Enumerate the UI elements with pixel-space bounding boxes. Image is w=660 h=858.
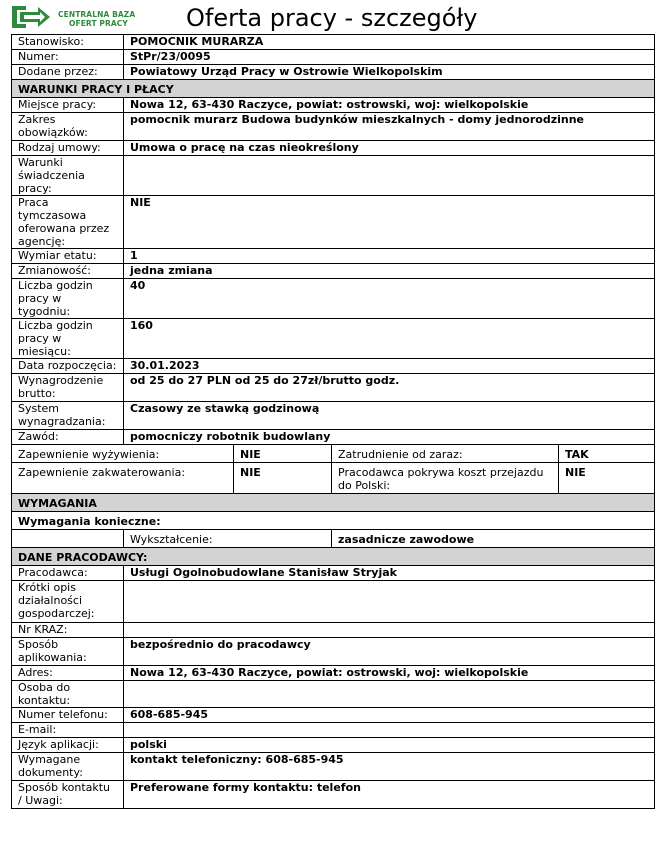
education-indent (12, 530, 124, 548)
label-number: Numer: (12, 50, 124, 65)
value-work-conditions (124, 156, 655, 196)
value-documents: kontakt telefoniczny: 608-685-945 (124, 753, 655, 781)
row-occupation (12, 430, 655, 445)
row-apply-method (12, 638, 655, 666)
row-employer (12, 566, 655, 581)
value-position: POMOCNIK MURARZA (124, 35, 655, 50)
label-work-conditions: Warunki świadczenia pracy: (12, 156, 124, 196)
row-contract-type (12, 141, 655, 156)
value-language: polski (124, 738, 655, 753)
row-address (12, 666, 655, 681)
label-position: Stanowisko: (12, 35, 124, 50)
page-header (0, 0, 660, 34)
row-shifts (12, 264, 655, 279)
label-workplace: Miejsce pracy: (12, 98, 124, 113)
label-phone: Numer telefonu: (12, 708, 124, 723)
row-pay-system (12, 402, 655, 430)
value-salary: od 25 do 27 PLN od 25 do 27zł/brutto godz. (124, 374, 655, 402)
row-salary (12, 374, 655, 402)
row-documents (12, 753, 655, 781)
row-fte (12, 249, 655, 264)
value-education: zasadnicze zawodowe (332, 530, 655, 548)
value-pay-system: Czasowy ze stawką godzinową (124, 402, 655, 430)
section-requirements-title: WYMAGANIA (12, 494, 655, 512)
label-contact-person: Osoba do kontaktu: (12, 681, 124, 708)
label-documents: Wymagane dokumenty: (12, 753, 124, 781)
label-address: Adres: (12, 666, 124, 681)
section-conditions (12, 80, 655, 98)
section-requirements (12, 494, 655, 512)
label-contact-method: Sposób kontaktu / Uwagi: (12, 781, 124, 809)
row-kraz (12, 623, 655, 638)
label-start-date: Data rozpoczęcia: (12, 359, 124, 374)
value-weekly-hours: 40 (124, 279, 655, 319)
value-monthly-hours: 160 (124, 319, 655, 359)
label-duties: Zakres obowiązków: (12, 113, 124, 141)
value-fte: 1 (124, 249, 655, 264)
row-work-conditions (12, 156, 655, 196)
value-contact-method: Preferowane formy kontaktu: telefon (124, 781, 655, 809)
row-start-date (12, 359, 655, 374)
section-employer-title: DANE PRACODAWCY: (12, 548, 655, 566)
value-address: Nowa 12, 63-430 Raczyce, powiat: ostrowski, woj: wielkopolskie (124, 666, 655, 681)
label-occupation: Zawód: (12, 430, 124, 445)
value-occupation: pomocniczy robotnik budowlany (124, 430, 655, 445)
logo-line-2: OFERT PRACY (69, 19, 128, 28)
row-contact-method (12, 781, 655, 809)
value-apply-method: bezpośrednio do pracodawcy (124, 638, 655, 666)
label-travel: Pracodawca pokrywa koszt przejazdu do Polski: (332, 463, 559, 494)
logo-text (58, 10, 135, 28)
value-contract-type: Umowa o pracę na czas nieokreślony (124, 141, 655, 156)
row-email (12, 723, 655, 738)
row-weekly-hours (12, 279, 655, 319)
row-temp-work (12, 196, 655, 249)
value-added-by: Powiatowy Urząd Pracy w Ostrowie Wielkopolskim (124, 65, 655, 80)
label-fte: Wymiar etatu: (12, 249, 124, 264)
offer-details-table (11, 34, 655, 809)
row-business-desc (12, 581, 655, 623)
row-food-immediate (12, 445, 655, 463)
label-pay-system: System wynagradzania: (12, 402, 124, 430)
section-conditions-title: WARUNKI PRACY I PŁACY (12, 80, 655, 98)
value-immediate: TAK (559, 445, 655, 463)
label-weekly-hours: Liczba godzin pracy w tygodniu: (12, 279, 124, 319)
value-travel: NIE (559, 463, 655, 494)
row-position (12, 35, 655, 50)
value-business-desc (124, 581, 655, 623)
row-education (12, 530, 655, 548)
label-employer: Pracodawca: (12, 566, 124, 581)
label-shifts: Zmianowość: (12, 264, 124, 279)
label-education: Wykształcenie: (124, 530, 332, 548)
value-temp-work: NIE (124, 196, 655, 249)
value-kraz (124, 623, 655, 638)
label-monthly-hours: Liczba godzin pracy w miesiącu: (12, 319, 124, 359)
row-housing-travel (12, 463, 655, 494)
label-apply-method: Sposób aplikowania: (12, 638, 124, 666)
row-monthly-hours (12, 319, 655, 359)
row-duties (12, 113, 655, 141)
label-added-by: Dodane przez: (12, 65, 124, 80)
label-email: E-mail: (12, 723, 124, 738)
value-workplace: Nowa 12, 63-430 Raczyce, powiat: ostrowski, woj: wielkopolskie (124, 98, 655, 113)
value-food: NIE (234, 445, 332, 463)
value-number: StPr/23/0095 (124, 50, 655, 65)
label-contract-type: Rodzaj umowy: (12, 141, 124, 156)
value-phone: 608-685-945 (124, 708, 655, 723)
label-language: Język aplikacji: (12, 738, 124, 753)
value-start-date: 30.01.2023 (124, 359, 655, 374)
label-immediate: Zatrudnienie od zaraz: (332, 445, 559, 463)
page-title: Oferta pracy - szczegóły (186, 4, 478, 32)
cbop-logo-icon (10, 4, 56, 30)
label-housing: Zapewnienie zakwaterowania: (12, 463, 234, 494)
section-employer (12, 548, 655, 566)
value-shifts: jedna zmiana (124, 264, 655, 279)
row-number (12, 50, 655, 65)
logo-line-1: CENTRALNA BAZA (58, 10, 136, 19)
value-housing: NIE (234, 463, 332, 494)
label-kraz: Nr KRAZ: (12, 623, 124, 638)
value-employer: Usługi Ogolnobudowlane Stanisław Stryjak (124, 566, 655, 581)
label-temp-work: Praca tymczasowa oferowana przez agencję: (12, 196, 124, 249)
value-contact-person (124, 681, 655, 708)
value-email (124, 723, 655, 738)
subsection-required-title: Wymagania konieczne: (12, 512, 655, 530)
label-salary: Wynagrodzenie brutto: (12, 374, 124, 402)
subsection-required (12, 512, 655, 530)
row-language (12, 738, 655, 753)
row-phone (12, 708, 655, 723)
row-workplace (12, 98, 655, 113)
value-duties: pomocnik murarz Budowa budynków mieszkalnych - domy jednorodzinne (124, 113, 655, 141)
cbop-logo (10, 4, 140, 30)
label-food: Zapewnienie wyżywienia: (12, 445, 234, 463)
row-contact-person (12, 681, 655, 708)
label-business-desc: Krótki opis działalności gospodarczej: (12, 581, 124, 623)
row-added-by (12, 65, 655, 80)
